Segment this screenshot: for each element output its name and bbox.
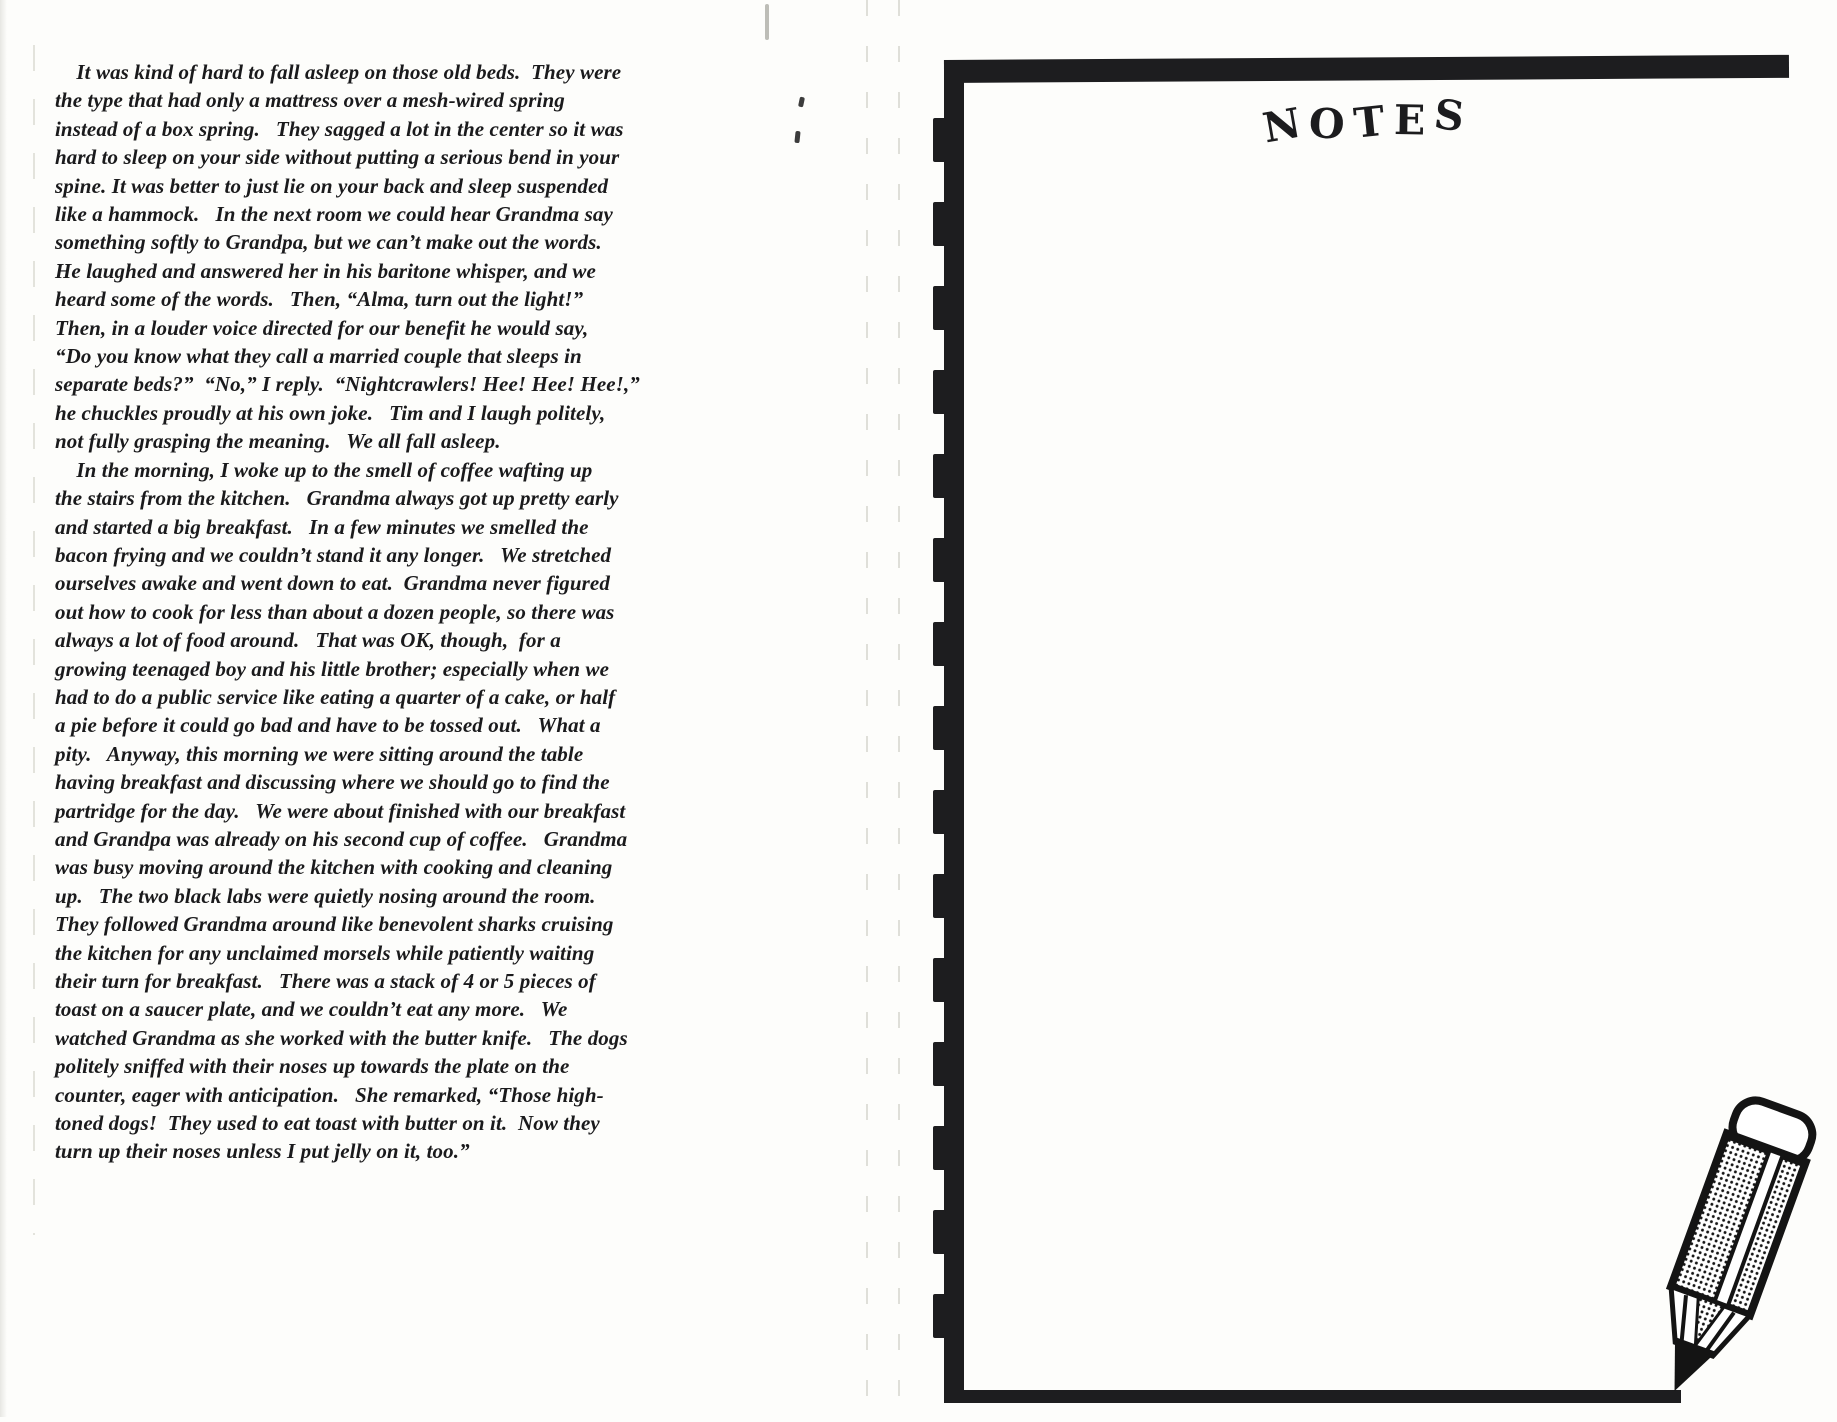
text-line: up. The two black labs were quietly nosing around the room. xyxy=(55,883,596,908)
text-line: partridge for the day. We were about finished with our breakfast xyxy=(55,798,626,823)
notes-title-letter: O xyxy=(1307,98,1356,150)
text-line: a pie before it could go bad and have to be tossed out. What a xyxy=(55,713,601,738)
text-line: like a hammock. In the next room we could hear Grandma say xyxy=(55,202,613,227)
notes-title-letter: T xyxy=(1351,95,1397,148)
text-line: the type that had only a mattress over a mesh-wired spring xyxy=(55,88,565,113)
text-line: was busy moving around the kitchen with cooking and cleaning xyxy=(55,855,613,880)
text-line: politely sniffed with their noses up towards the plate on the xyxy=(55,1054,570,1079)
text-line: They followed Grandma around like benevolent sharks cruising xyxy=(55,912,614,937)
binding-notch xyxy=(933,706,946,750)
binding-notch xyxy=(933,370,946,414)
text-line: separate beds?” “No,” I reply. “Nightcrawlers! Hee! Hee! Hee!,” xyxy=(55,372,640,397)
binding-notch xyxy=(933,538,946,582)
spine-crease xyxy=(898,0,900,1417)
scan-edge-shade xyxy=(0,0,7,1417)
binding-notch xyxy=(933,1042,946,1086)
text-line: ourselves awake and went down to eat. Grandma never figured xyxy=(55,571,610,596)
binding-notch xyxy=(933,622,946,666)
text-line: toast on a saucer plate, and we couldn’t eat any more. We xyxy=(55,997,568,1022)
text-line: toned dogs! They used to eat toast with butter on it. Now they xyxy=(55,1111,600,1136)
text-line: bacon frying and we couldn’t stand it any longer. We stretched xyxy=(55,542,612,567)
pencil-icon xyxy=(1560,1080,1837,1417)
text-line: pity. Anyway, this morning we were sitting around the table xyxy=(55,741,584,766)
binding-notch xyxy=(933,286,946,330)
text-line: he chuckles proudly at his own joke. Tim and I laugh politely, xyxy=(55,400,606,425)
scan-speck xyxy=(765,4,769,40)
text-line: the stairs from the kitchen. Grandma always got up pretty early xyxy=(55,486,619,511)
text-line: and Grandpa was already on his second cup of coffee. Grandma xyxy=(55,826,628,851)
text-line: having breakfast and discussing where we should go to find the xyxy=(55,770,610,795)
text-line: had to do a public service like eating a quarter of a cake, or half xyxy=(55,684,616,709)
binding-notch xyxy=(933,1210,946,1254)
binding-notch xyxy=(933,118,946,162)
text-line: always a lot of food around. That was OK, though, for a xyxy=(55,628,561,653)
text-line: hard to sleep on your side without putting a serious bend in your xyxy=(55,145,620,170)
text-line: spine. It was better to just lie on your back and sleep suspended xyxy=(55,173,609,198)
binding-notch xyxy=(933,454,946,498)
text-line: out how to cook for less than about a dozen people, so there was xyxy=(55,599,615,624)
scan-speck xyxy=(798,97,805,108)
frame-left-border xyxy=(944,60,964,1403)
text-line: growing teenaged boy and his little brother; especially when we xyxy=(55,656,610,681)
text-line: their turn for breakfast. There was a stack of 4 or 5 pieces of xyxy=(55,969,596,993)
binding-notch xyxy=(933,202,946,246)
binding-notch xyxy=(933,874,946,918)
scan-speck xyxy=(794,131,800,143)
text-line: He laughed and answered her in his baritone whisper, and we xyxy=(55,258,596,283)
notes-title xyxy=(1259,89,1476,153)
text-line: and started a big breakfast. In a few minutes we smelled the xyxy=(55,514,589,539)
frame-top-border xyxy=(944,55,1789,83)
binding-notch xyxy=(933,1126,946,1170)
text-line: It was kind of hard to fall asleep on those old beds. They were xyxy=(55,60,622,84)
text-line: not fully grasping the meaning. We all fall asleep. xyxy=(55,429,501,454)
left-page-text xyxy=(55,58,755,1166)
text-line: the kitchen for any unclaimed morsels while patiently waiting xyxy=(55,940,595,965)
spine-crease xyxy=(866,0,868,1417)
text-line: In the morning, I woke up to the smell of coffee wafting up xyxy=(55,457,593,482)
binding-notch xyxy=(933,1294,946,1338)
text-line: turn up their noses unless I put jelly on it, too.” xyxy=(55,1139,470,1164)
notes-title-letter: E xyxy=(1393,96,1435,145)
notes-title-letter: S xyxy=(1431,89,1476,143)
text-line: instead of a box spring. They sagged a lot in the center so it was xyxy=(55,116,624,141)
text-line: something softly to Grandpa, but we can’t make out the words. xyxy=(55,230,602,255)
text-line: heard some of the words. Then, “Alma, turn out the light!” xyxy=(55,287,584,312)
binding-notch xyxy=(933,790,946,834)
binding-notch xyxy=(933,958,946,1002)
text-line: “Do you know what they call a married couple that sleeps in xyxy=(55,344,582,369)
text-line: Then, in a louder voice directed for our benefit he would say, xyxy=(55,315,589,340)
text-line: counter, eager with anticipation. She remarked, “Those high- xyxy=(55,1082,604,1107)
notes-title-letter: N xyxy=(1259,97,1314,153)
page-edge-line xyxy=(33,45,35,1235)
text-line: watched Grandma as she worked with the butter knife. The dogs xyxy=(55,1025,628,1050)
